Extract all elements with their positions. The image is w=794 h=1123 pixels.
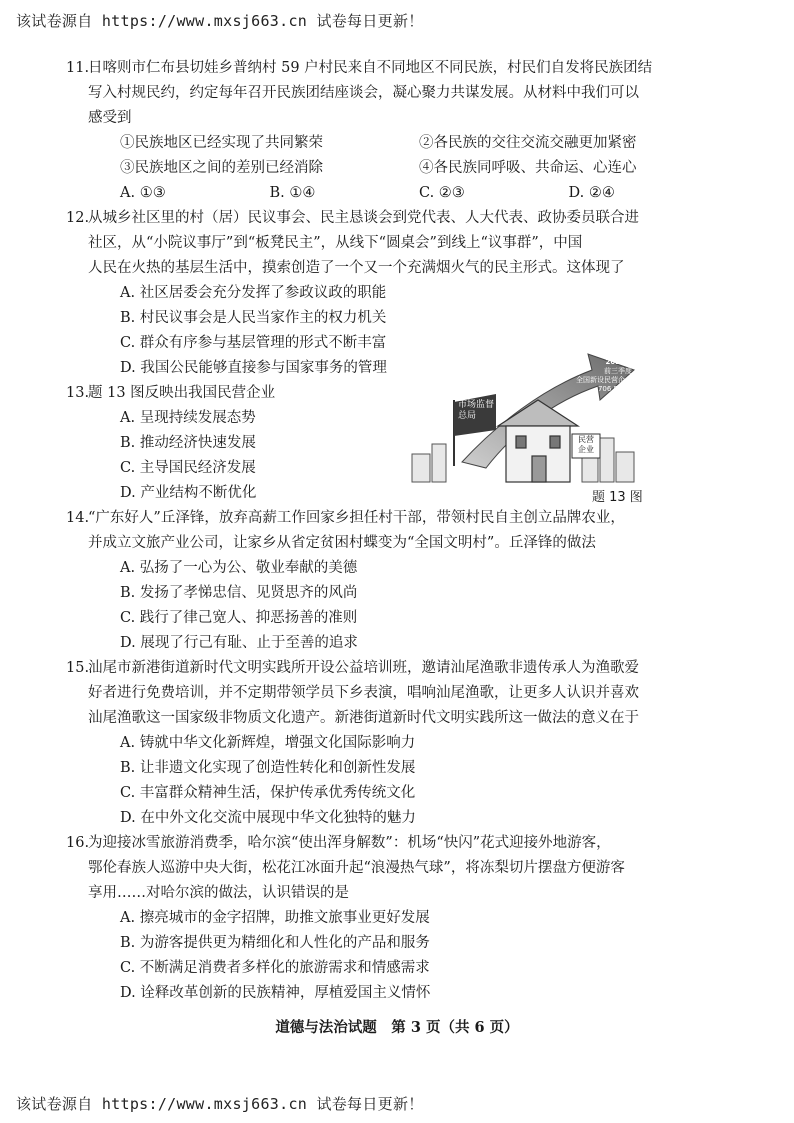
question-stem-line: 日喀则市仁布县切娃乡普纳村 59 户村民来自不同地区不同民族，村民们自发将民族团结 <box>88 60 653 76</box>
question-stem-line: 汕尾市新港街道新时代文明实践所开设公益培训班，邀请汕尾渔歌非遗传承人为渔歌爱 <box>88 660 639 676</box>
page-footer: 道德与法治试题 第 3 页（共 6 页） <box>275 1019 519 1036</box>
choice-b: B. ①④ <box>269 185 316 201</box>
question-14 <box>66 506 718 656</box>
option-b: B. 推动经济快速发展 <box>120 435 256 451</box>
option-c: C. 践行了律己宽人、抑恶扬善的准则 <box>120 610 358 626</box>
question-number: 11. <box>66 60 90 76</box>
option-a: A. 呈现持续发展态势 <box>120 410 256 426</box>
watermark-bottom: 该试卷源自 https://www.mxsj663.cn 试卷每日更新！ <box>16 1095 424 1113</box>
option-c: C. 群众有序参与基层管理的形式不断丰富 <box>120 335 387 351</box>
question-15 <box>66 656 718 831</box>
question-number: 12. <box>66 210 90 226</box>
question-16 <box>66 831 718 1006</box>
option-b: B. 为游客提供更为精细化和人性化的产品和服务 <box>120 935 430 951</box>
option-a: A. 擦亮城市的金字招牌，助推文旅事业更好发展 <box>120 910 430 926</box>
watermark-top: 该试卷源自 https://www.mxsj663.cn 试卷每日更新！ <box>16 12 424 30</box>
option-a: A. 弘扬了一心为公、敬业奉献的美德 <box>120 560 358 576</box>
question-stem-line: 并成立文旅产业公司，让家乡从省定贫困村蝶变为“全国文明村”。丘泽锋的做法 <box>88 535 596 551</box>
question-stem-line: 鄂伦春族人巡游中央大街，松花江冰面升起“浪漫热气球”，将冻梨切片摆盘方便游客 <box>88 860 625 876</box>
question-list <box>66 56 718 1006</box>
option-b: B. 发扬了孝悌忠信、见贤思齐的风尚 <box>120 585 358 601</box>
question-stem-line: 好者进行免费培训，并不定期带领学员下乡表演，唱响汕尾渔歌，让更多人认识并喜欢 <box>88 685 639 701</box>
statement-row <box>88 156 718 181</box>
option-d: D. 我国公民能够直接参与国家事务的管理 <box>120 360 387 376</box>
figure-13-illustration <box>402 344 640 500</box>
option-b: B. 让非遗文化实现了创造性转化和创新性发展 <box>120 760 416 776</box>
sign-text <box>574 435 598 455</box>
figure-caption: 题 13 图 <box>592 490 643 505</box>
question-number: 14. <box>66 510 90 526</box>
question-number: 16. <box>66 835 90 851</box>
option-d: D. 诠释改革创新的民族精神，厚植爱国主义情怀 <box>120 985 431 1001</box>
question-stem-line: 享用……对哈尔滨的做法，认识错误的是 <box>88 885 349 901</box>
statement: ④各民族同呼吸、共命运、心连心 <box>419 160 637 176</box>
option-a: A. 铸就中华文化新辉煌，增强文化国际影响力 <box>120 735 416 751</box>
question-number: 15. <box>66 660 90 676</box>
flag-text: 市场监督总局 <box>458 400 495 421</box>
arrow-text-line: 前三季度 <box>604 367 632 375</box>
arrow-text-line: 2023年 <box>605 358 632 366</box>
choice-c: C. ②③ <box>419 185 465 201</box>
question-stem-line: 社区，从“小院议事厅”到“板凳民主”，从线下“圆桌会”到线上“议事群”，中国 <box>88 235 583 251</box>
option-d: D. 产业结构不断优化 <box>120 485 257 501</box>
option-d: D. 在中外文化交流中展现中华文化独特的魅力 <box>120 810 416 826</box>
question-stem-line: 汕尾渔歌这一国家级非物质文化遗产。新港街道新时代文明实践所这一做法的意义在于 <box>88 710 639 726</box>
statement-row <box>88 131 718 156</box>
question-stem-line: 写入村规民约，约定每年召开民族团结座谈会，凝心聚力共谋发展。从材料中我们可以 <box>88 85 639 101</box>
choice-row <box>88 181 718 206</box>
question-stem-line: 感受到 <box>88 110 132 126</box>
option-b: B. 村民议事会是人民当家作主的权力机关 <box>120 310 387 326</box>
arrow-text <box>552 358 632 394</box>
question-stem-line: 为迎接冰雪旅游消费季，哈尔滨“使出浑身解数”：机场“快闪”花式迎接外地游客， <box>88 835 611 851</box>
question-11 <box>66 56 718 206</box>
option-d: D. 展现了行己有耻、止于至善的追求 <box>120 635 358 651</box>
statement: ②各民族的交往交流交融更加紧密 <box>419 135 637 151</box>
enterprise-building <box>498 400 578 482</box>
option-c: C. 不断满足消费者多样化的旅游需求和情感需求 <box>120 960 430 976</box>
statement: ③民族地区之间的差别已经消除 <box>120 160 323 176</box>
sign-text-line: 企业 <box>578 445 594 454</box>
statement: ①民族地区已经实现了共同繁荣 <box>120 135 323 151</box>
option-c: C. 丰富群众精神生活，保护传承优秀传统文化 <box>120 785 416 801</box>
option-c: C. 主导国民经济发展 <box>120 460 256 476</box>
question-stem-line: 人民在火热的基层生活中，摸索创造了一个又一个充满烟火气的民主形式。这体现了 <box>88 260 625 276</box>
arrow-text-line: 全国新设民营企业 <box>576 376 632 384</box>
choice-d: D. ②④ <box>568 185 615 201</box>
question-stem-line: “广东好人”丘泽锋，放弃高薪工作回家乡担任村干部，带领村民自主创立品牌农业， <box>88 510 625 526</box>
arrow-text-line: 706.5万户 <box>597 385 632 393</box>
question-stem-line: 从城乡社区里的村（居）民议事会、民主恳谈会到党代表、人大代表、政协委员联合进 <box>88 210 639 226</box>
option-a: A. 社区居委会充分发挥了参政议政的职能 <box>120 285 387 301</box>
sign-text-line: 民营 <box>578 435 594 444</box>
question-number: 13. <box>66 385 90 401</box>
choice-a: A. ①③ <box>120 185 166 201</box>
question-stem-line: 题 13 图反映出我国民营企业 <box>88 385 276 401</box>
